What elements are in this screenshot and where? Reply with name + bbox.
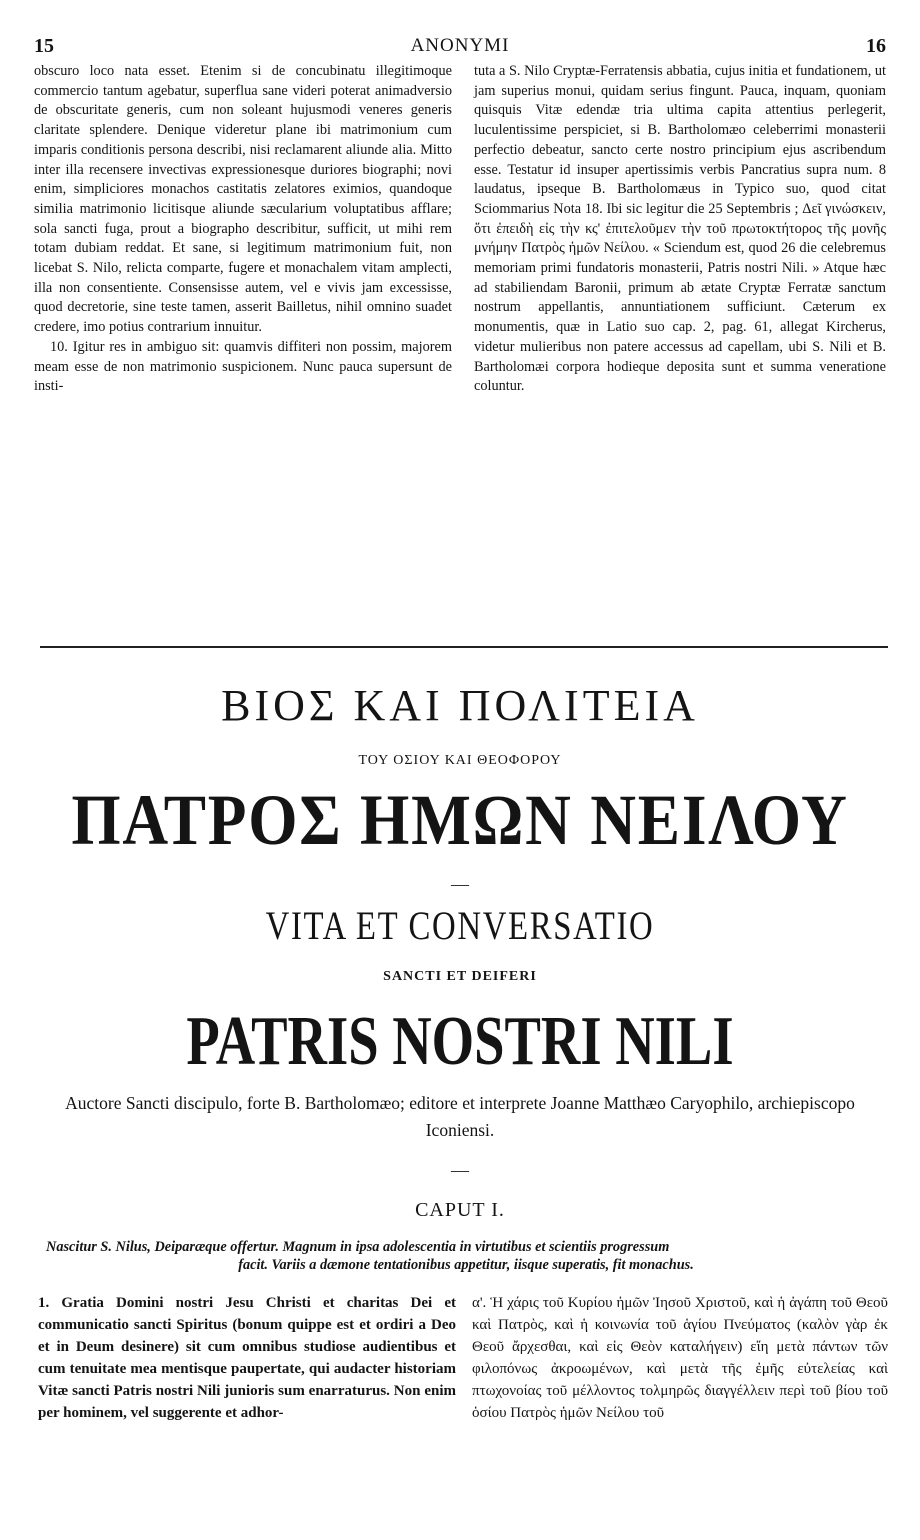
left-paragraph-2: 10. Igitur res in ambiguo sit: quamvis diffiteri non possim, majorem meam esse de non matrimonio suspicionem. Nunc pauca supersunt de insti- [34,338,452,395]
latin-text-column: 1. Gratia Domini nostri Jesu Christi et charitas Dei et communicatio sancti Spiritus (bonum quippe est et ordiri a Deo et in Deum desinere) sit cum omnibus studiose audientibus et cum tenuitate mea mentisque paupertate, qui audacter historiam Vitæ sancti Patris nostri Nili junioris sum enarraturus. Non enim per hominem, vel suggerente et adhor- [38,1295,456,1421]
latin-title: VITA ET CONVERSATIO [265,903,655,948]
running-title: ANONYMI [410,35,510,56]
right-paragraph-1: tuta a S. Nilo Cryptæ-Ferratensis abbatia, cujus initia et fundationem, ut jam superius monui, quidam serius fingunt. Pauca, inquam, quoniam quisquis Vitæ edendæ tria ultima capita attentius perlegerit, luculentissime perspiciet, si B. Bartholomæo celeberrimi monasterii perfectio debeatur, sancto certe nostro principium ejus ascribendum esse. Testatur id insuper apertissimis verbis Pancratius supra num. 8 laudatus, ipseque B. Bartholomæus in Typico suo, quod citat Sciommarius Nota 18. Ibi sic legitur die 25 Septembris ; Δεῖ γινώσκειν, ὅτι ἐπειδὴ εἰς τὴν κς' ἐπιτελοῦμεν τὴν τοῦ πρωτοκτήτορος τῆς μονῆς μνήμην Πατρὸς ἡμῶν Νείλου. « Sciendum est, quod 26 die celebremus memoriam primi fundatoris monasterii, Patris nostri Nili. » Atque hæc ad stabiliendam Baronii, primum ab ætate Cryptæ Ferratæ sanctum nostrum appellantis, annuntiationem sufficiunt. Cæterum ex monumentis, quæ in Latio suo cap. 2, pag. 61, allegat Kircherus, videtur mulieribus non patere accessus ad capellam, ubi S. Nili et B. Bartholomæi corpora hodieque deposita sunt et summa veneratione coluntur. [474,63,886,395]
left-paragraph-1: obscuro loco nata esset. Etenim si de concubinatu illegitimoque commercio tantum agebatur, superflua sane videri poterat animadversio de obscuritate generis, cum non soleant hujusmodi veneres generis claritate splendere. Denique videretur plane ibi matrimonium cum imparis conditionis persona describi, nisi reclamarent aliunde alia. Mitto inter illa recensere invectivas expressionesque duriores biographi; novi enim, simpliciores monachos castitatis zelatores eximios, quandoque similia matrimonio licitisque aliunde sæcularium voluptatibus afflare; sola sancti fuga, prout a biographo describitur, sufficit, ut mihi rem totam dubiam reddat. Et sane, si legitimum matrimonium fuit, non licebat S. Nilo, relicta comparte, fugere et monachalem vitam amplecti, illa non consentiente. Consensisse autem, vel e vivis jam excessisse, quod decretorie, sine teste tamen, asserit Bailletus, nihil omnino suadet credere, imo potius contrarium innuitur. [34,63,452,336]
greek-text-column: α'. Ἡ χάρις τοῦ Κυρίου ἡμῶν Ἰησοῦ Χριστοῦ, καὶ ἡ ἀγάπη τοῦ Θεοῦ καὶ Πατρὸς, καὶ ἡ κοινωνία τοῦ ἁγίου Πνεύματος (καλὸν γὰρ ἐκ Θεοῦ ἄρχεσθαι, καὶ εἰς Θεὸν καταλήγειν) εἴη μετὰ πάντων τῶν φιλοπόνως ἀκροωμένων, καὶ μετὰ τῆς ἐμῆς εὐτελείας καὶ πτωχονοίας τοῦ μέλλοντος τολμηρῶς διαγγέλλειν περὶ τοῦ βίου τοῦ ὁσίου Πατρὸς ἡμῶν Νείλου τοῦ [472,1295,888,1421]
chapter-summary [46,1238,886,1274]
left-column [34,62,452,397]
latin-subtitle: SANCTI ET DEIFERI [383,969,537,984]
chapter-summary-line-2: facit. Variis a dæmone tentationibus appetitur, iisque superatis, fit monachus. [238,1257,694,1273]
running-header [34,34,886,58]
page-number-left: 15 [34,35,54,57]
chapter-summary-line-1: Nascitur S. Nilus, Deiparæque offertur. Magnum in ipsa adolescentia in virtutibus et scientiis progressum [46,1239,670,1255]
page-number-right: 16 [866,35,886,57]
greek-subtitle: ΤΟΥ ΟΣΙΟΥ ΚΑΙ ΘΕΟΦΟΡΟΥ [358,753,562,768]
chapter-heading: CAPUT I. [415,1199,505,1221]
author-byline: Auctore Sancti discipulo, forte B. Bartholomæo; editore et interprete Joanne Matthæo Caryophilo, archiepiscopo Iconiensi. [65,1093,855,1140]
byline-dash: — [451,1160,469,1180]
greek-name-title: ΠΑΤΡΟΣ ΗΜΩΝ ΝΕΙΛΟΥ [71,780,849,860]
section-divider [40,646,888,648]
title-dash: — [451,874,469,894]
greek-title: ΒΙΟΣ ΚΑΙ ΠΟΛΙΤΕΙΑ [221,681,699,730]
latin-name-title: PATRIS NOSTRI NILI [186,1003,734,1080]
right-column [474,62,886,397]
